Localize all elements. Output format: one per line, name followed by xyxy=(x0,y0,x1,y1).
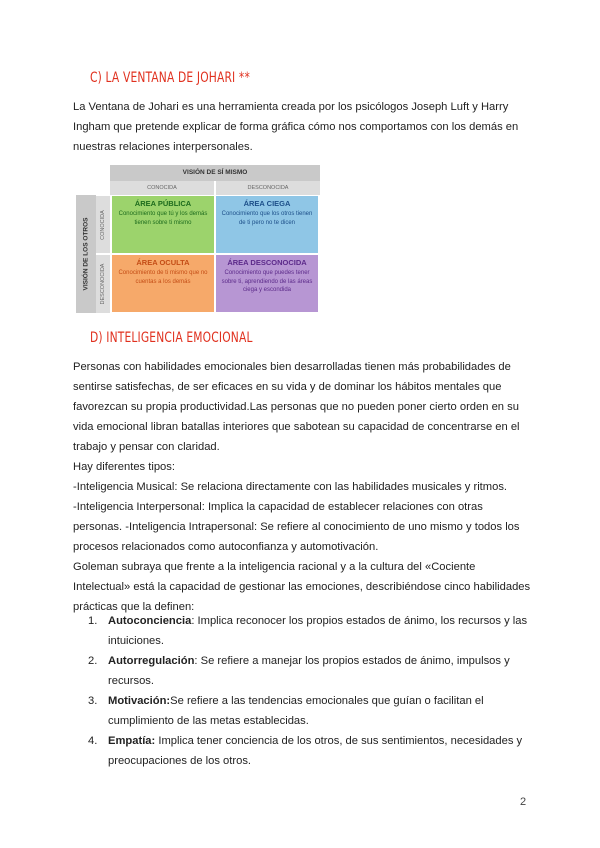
musical-intelligence: -Inteligencia Musical: Se relaciona directamente con las habilidades musicales y ritmos. xyxy=(73,481,508,493)
section-d-heading: D) INTELIGENCIA EMOCIONAL xyxy=(90,330,253,346)
johari-side-known-box xyxy=(96,196,110,253)
list-item xyxy=(88,691,533,731)
list-item-number: 3. xyxy=(88,695,98,707)
page-number: 2 xyxy=(520,796,527,808)
list-item xyxy=(88,611,533,651)
johari-desconocida-title: ÁREA DESCONOCIDA xyxy=(227,258,307,267)
list-item xyxy=(88,651,533,691)
johari-desconocida-desc: Conocimiento que puedes tener sobre ti, aprendiendo de las áreas ciega y escondida xyxy=(221,270,313,293)
section-d-body xyxy=(73,357,533,617)
list-item-text: Se refiere a las tendencias emocionales que guían o facilitan el cumplimiento de las metas establecidas. xyxy=(108,695,484,727)
johari-side-label: VISIÓN DE LOS OTROS xyxy=(82,217,90,291)
section-c-heading: C) LA VENTANA DE JOHARI ** xyxy=(90,70,250,86)
johari-cell-desconocida xyxy=(216,255,318,312)
list-item-term: Motivación: xyxy=(108,695,171,707)
list-item-number: 1. xyxy=(88,615,98,627)
johari-window-figure xyxy=(76,165,320,313)
johari-side-unknown-box xyxy=(96,255,110,313)
list-item-term: Empatía: xyxy=(108,735,156,747)
johari-top-known: CONOCIDA xyxy=(110,181,214,195)
list-item-text: Se refiere a manejar los propios estados de ánimo, impulsos y recursos. xyxy=(108,655,510,687)
johari-ciega-title: ÁREA CIEGA xyxy=(243,199,291,208)
johari-side-unknown: DESCONOCIDA xyxy=(100,263,106,305)
goleman-paragraph: Goleman subraya que frente a la inteligencia racional y a la cultura del «Cociente Intelectual» está la capacidad de gestionar las emociones, describiéndose cinco habilidades prácticas que la definen: xyxy=(73,561,531,613)
skills-list xyxy=(88,611,533,771)
johari-top-label: VISIÓN DE SÍ MISMO xyxy=(110,165,320,181)
list-item xyxy=(88,731,533,771)
johari-top-unknown: DESCONOCIDA xyxy=(216,181,320,195)
list-item-number: 2. xyxy=(88,655,98,667)
johari-intro-text: La Ventana de Johari es una herramienta creada por los psicólogos Joseph Luft y Harry Ingham que pretende explicar de forma gráfica cómo nos comportamos con los demás en nuestras relaciones interpersonales. xyxy=(73,101,519,153)
interpersonal-intelligence: -Inteligencia Interpersonal: Implica la capacidad de establecer relaciones con otras personas. -Inteligencia Intrapersonal: Se refiere al conocimiento de uno mismo y todos los procesos relacionados como autoconfianza y automotivación. xyxy=(73,501,520,553)
list-item-separator: : xyxy=(194,655,201,667)
list-item-text: Implica tener conciencia de los otros, de sus sentimientos, necesidades y preocupaciones de los otros. xyxy=(108,735,523,767)
johari-side-label-box xyxy=(76,195,96,313)
list-item-text: Implica reconocer los propios estados de ánimo, los recursos y las intuiciones. xyxy=(108,615,528,647)
johari-oculta-title: ÁREA OCULTA xyxy=(136,258,190,267)
johari-cell-publica xyxy=(112,196,214,253)
section-c-intro xyxy=(73,97,533,157)
johari-cell-ciega xyxy=(216,196,318,253)
types-intro: Hay diferentes tipos: xyxy=(73,461,175,473)
list-item-separator: : xyxy=(191,615,198,627)
johari-oculta-desc: Conocimiento de ti mismo que no cuentas a los demás xyxy=(118,270,208,285)
johari-ciega-desc: Conocimiento que los otros tienen de ti pero no te dicen xyxy=(221,211,313,226)
johari-publica-title: ÁREA PÚBLICA xyxy=(134,199,192,208)
johari-publica-desc: Conocimiento que tú y los demás tienen sobre ti mismo xyxy=(118,211,208,226)
johari-cell-oculta xyxy=(112,255,214,312)
list-item-term: Autoconciencia xyxy=(108,615,192,627)
list-item-term: Autorregulación xyxy=(108,655,195,667)
emotional-intelligence-paragraph: Personas con habilidades emocionales bien desarrolladas tienen más probabilidades de sentirse satisfechas, de ser eficaces en su vida y de dominar los hábitos mentales que favorezcan su propia productividad.Las personas que no pueden poner cierto orden en su vida emocional libran batallas interiores que sabotean su capacidad de concentrarse en el trabajo y pensar con claridad. xyxy=(73,361,520,453)
list-item-number: 4. xyxy=(88,735,98,747)
johari-side-known: CONOCIDA xyxy=(100,209,106,240)
